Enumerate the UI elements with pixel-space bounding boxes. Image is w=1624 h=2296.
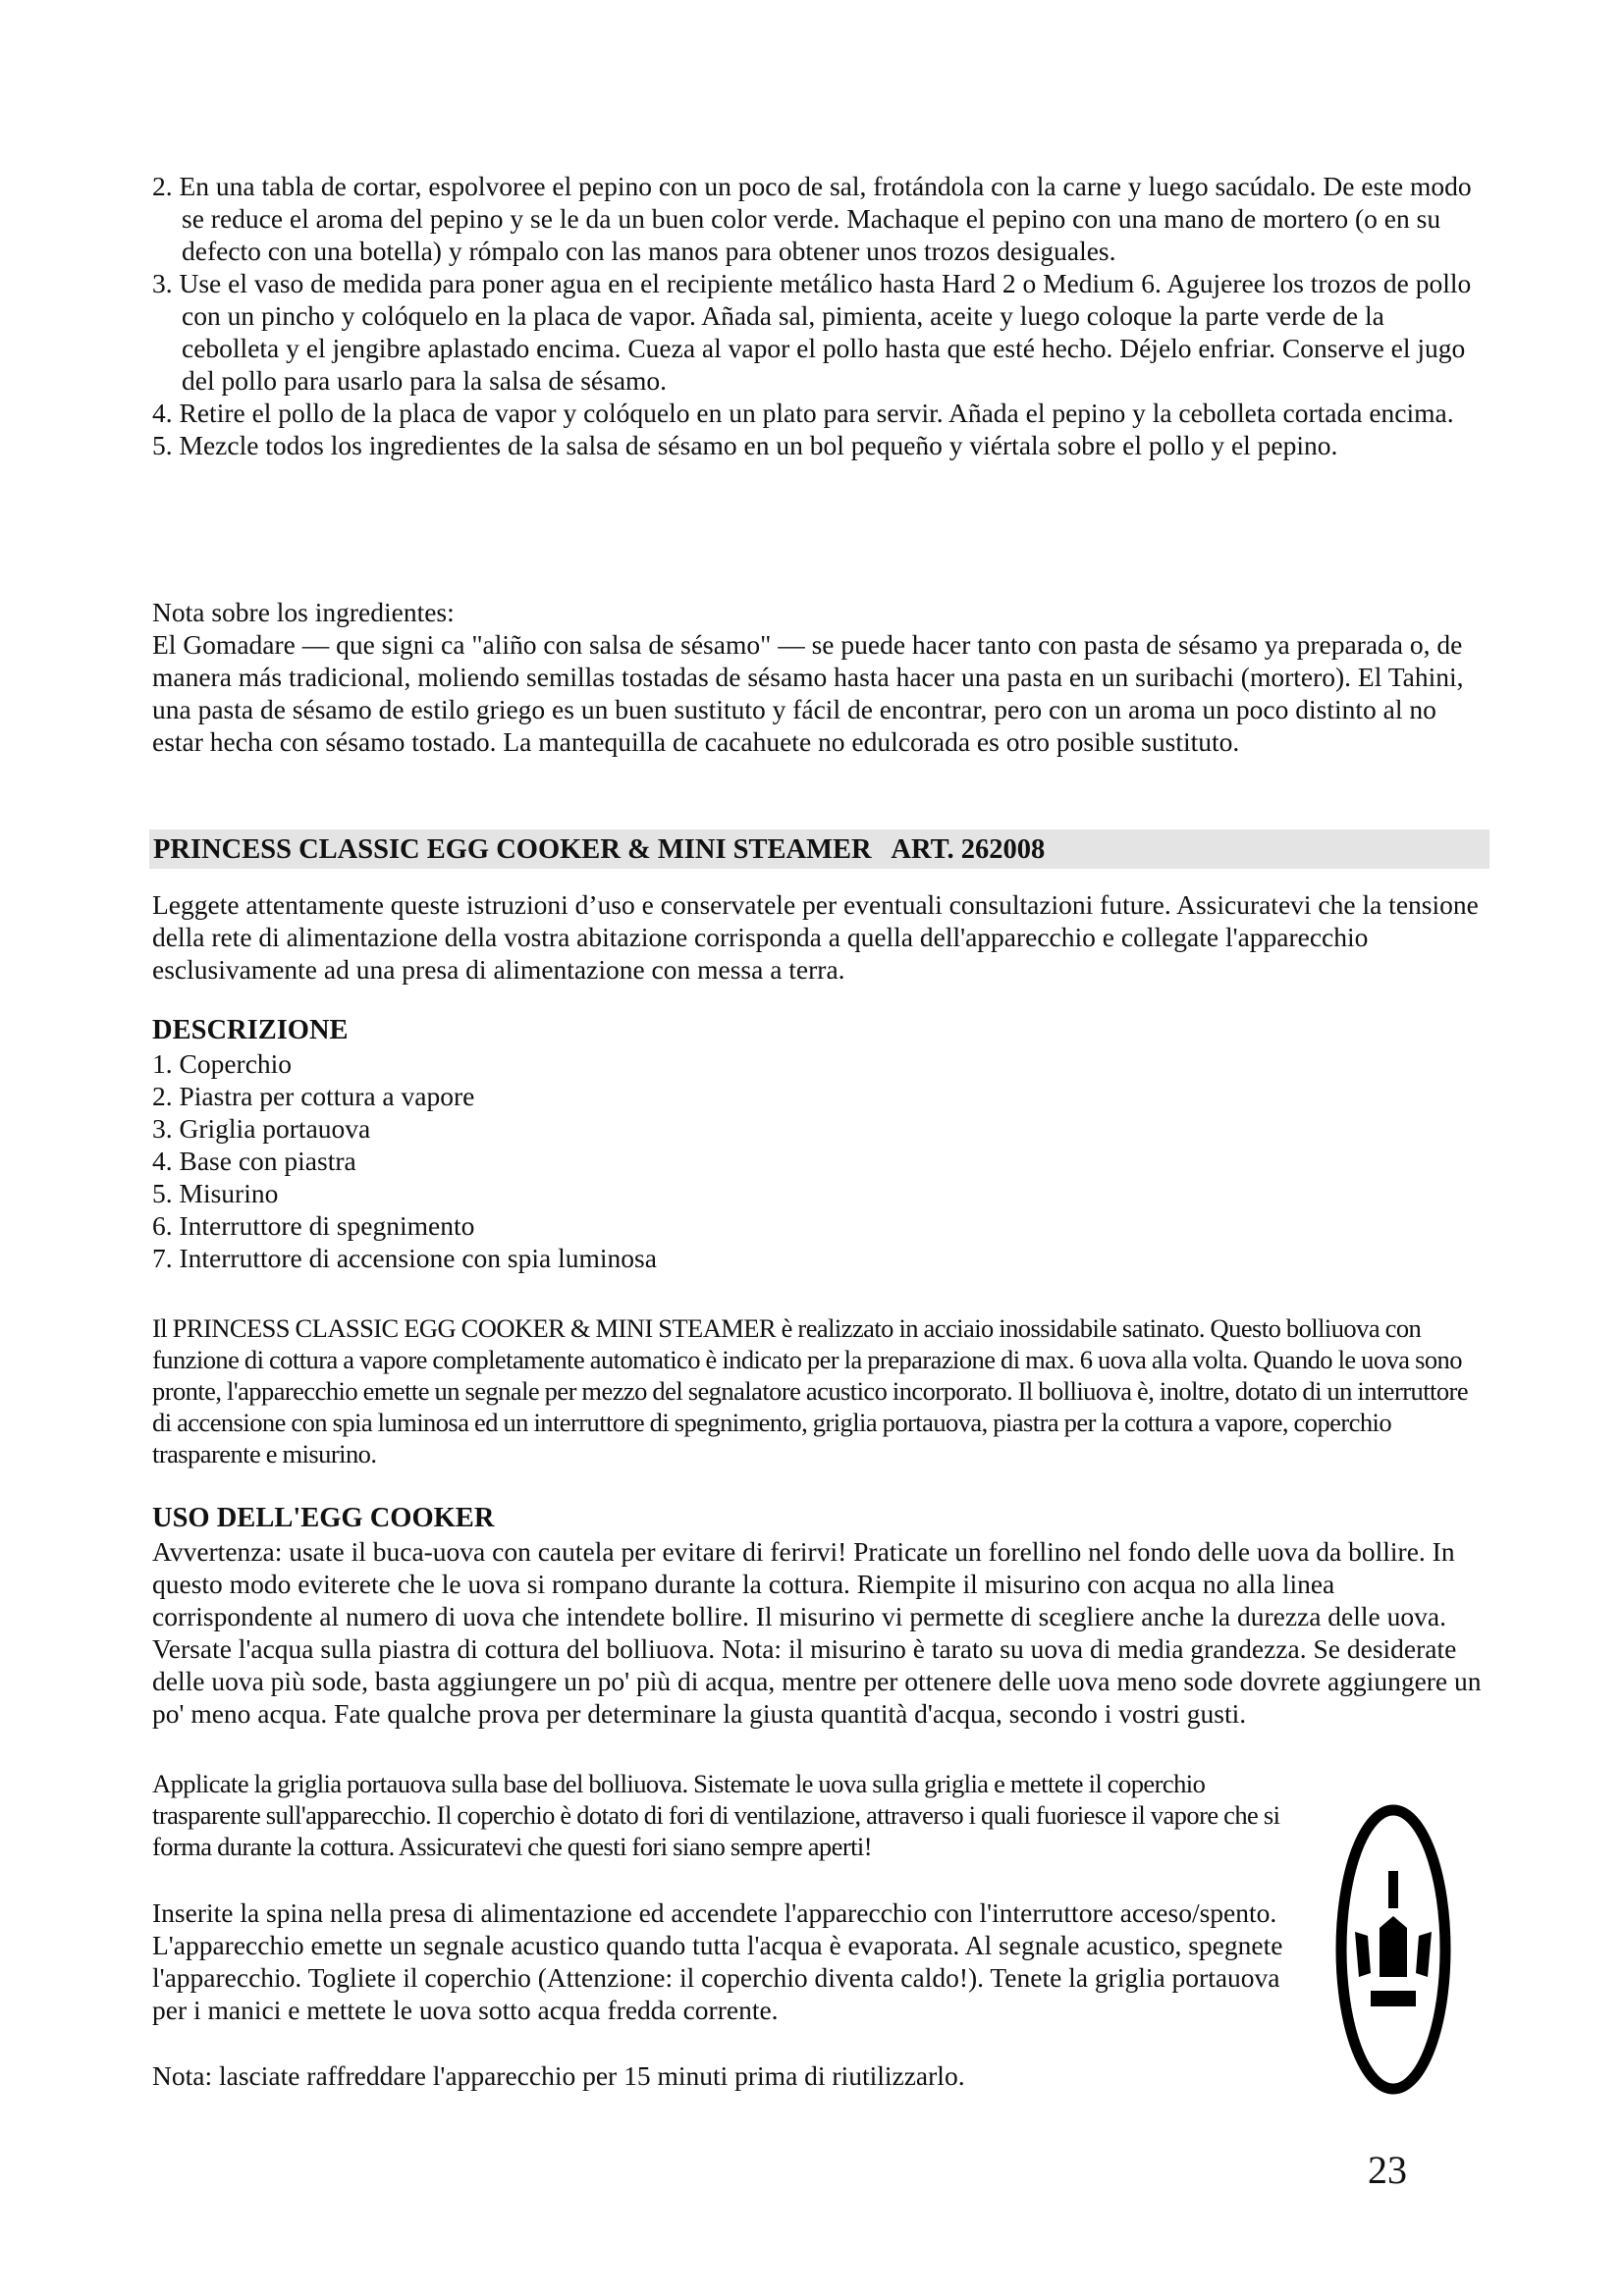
uso-section (152, 1502, 1488, 1730)
list-item: 1. Coperchio (152, 1048, 293, 1079)
list-item: 3. Griglia portauova (152, 1113, 371, 1144)
uso-paragraph-grid: Applicate la griglia portauova sulla base del bolliuova. Sistemate le uova sulla griglia e mettete il coperchio trasparente sull'apparecchio. Il coperchio è dotato di fori di ventilazione, attraverso i quali fuoriesce il vapore che si forma durante la cottura. Assicuratevi che questi fori siano sempre aperti! (152, 1769, 1280, 1861)
list-item: 4. Base con piastra (152, 1146, 356, 1176)
princess-crown-logo-icon (1335, 1804, 1451, 2095)
ingredient-note (152, 596, 1488, 758)
descrizione-section (152, 1014, 1488, 1274)
note-heading: Nota sobre los ingredientes: (152, 597, 455, 627)
uso-heading: USO DELL'EGG COOKER (152, 1503, 495, 1533)
uso-paragraph-power: Inserite la spina nella presa di alimentazione ed accendete l'apparecchio con l'interruttore acceso/spento. L'apparecchio emette un segnale acustico quando tutta l'acqua è evaporata. Al segnale acustico, spegnete l'apparecchio. Togliete il coperchio (Attenzione: il coperchio diventa caldo!). Tenete la griglia portauova per i manici e mettete le uova sotto acqua fredda corrente. (152, 1897, 1283, 2025)
list-item: 2. Piastra per cottura a vapore (152, 1081, 475, 1111)
page-number: 23 (1368, 2148, 1407, 2192)
recipe-steps (152, 170, 1488, 461)
section-title: PRINCESS CLASSIC EGG COOKER & MINI STEAMER ART. 262008 (153, 834, 1046, 865)
parts-list (152, 1047, 1488, 1274)
list-item: 5. Misurino (152, 1178, 279, 1208)
descrizione-heading: DESCRIZIONE (152, 1015, 349, 1045)
uso-paragraph: Avvertenza: usate il buca-uova con cautela per evitare di ferirvi! Praticate un forellino nel fondo delle uova da bollire. In questo modo eviterete che le uova si rompano durante la cottura. Riempite il misurino con acqua no alla linea corrispondente al numero di uova che intendete bollire. Il misurino vi permette di scegliere anche la durezza delle uova. Versate l'acqua sulla piastra di cottura del bolliuova. Nota: il misurino è tarato su uova di media grandezza. Se desiderate delle uova più sode, basta aggiungere un po' più di acqua, mentre per ottenere delle uova meno sode dovrete aggiungere un po' meno acqua. Fate qualche prova per determinare la giusta quantità d'acqua, secondo i vostri gusti. (152, 1536, 1482, 1729)
recipe-step: 3. Use el vaso de medida para poner agua en el recipiente metálico hasta Hard 2 o Medium 6. Agujeree los trozos de pollo con un pincho y colóquelo en la placa de vapor. Añada sal, pimienta, aceite y luego coloque la parte verde de la cebolleta y el jengibre aplastado encima. Cueza al vapor el pollo hasta que esté hecho. Déjelo enfriar. Conserve el jugo del pollo para usarlo para la salsa de sésamo. (152, 268, 1472, 396)
uso-note: Nota: lasciate raffreddare l'apparecchio per 15 minuti prima di riutilizzarlo. (152, 2060, 965, 2091)
note-body: El Gomadare — que signi ca "aliño con salsa de sésamo" — se puede hacer tanto con pasta de sésamo ya preparada o, de manera más tradicional, moliendo semillas tostadas de sésamo hasta hacer una pasta en un suribachi (mortero). El Tahini, una pasta de sésamo de estilo griego es un buen sustituto y fácil de encontrar, pero con un aroma un poco distinto al no estar hecha con sésamo tostado. La mantequilla de cacahuete no edulcorada es otro posible sustituto. (152, 629, 1464, 757)
recipe-step: 4. Retire el pollo de la placa de vapor y colóquelo en un plato para servir. Añada el pepino y la cebolleta cortada encima. (152, 398, 1454, 428)
descrizione-paragraph: Il PRINCESS CLASSIC EGG COOKER & MINI STEAMER è realizzato in acciaio inossidabile satinato. Questo bolliuova con funzione di cottura a vapore completamente automatico è indicato per la preparazione di max. 6 uova alla volta. Quando le uova sono pronte, l'apparecchio emette un segnale per mezzo del segnalatore acustico incorporato. Il bolliuova è, inoltre, dotato di un interruttore di accensione con spia luminosa ed un interruttore di spegnimento, griglia portauova, piastra per la cottura a vapore, coperchio trasparente e misurino. (152, 1313, 1469, 1468)
recipe-step: 2. En una tabla de cortar, espolvoree el pepino con un poco de sal, frotándola con la carne y luego sacúdalo. De este modo se reduce el aroma del pepino y se le da un buen color verde. Machaque el pepino con una mano de mortero (o en su defecto con una botella) y rómpalo con las manos para obtener unos trozos desiguales. (152, 171, 1472, 266)
section-intro: Leggete attentamente queste istruzioni d’uso e conservatele per eventuali consultazioni future. Assicuratevi che la tensione della rete di alimentazione della vostra abitazione corrisponda a quella dell'apparecchio e collegate l'apparecchio esclusivamente ad una presa di alimentazione con messa a terra. (152, 889, 1479, 985)
recipe-step: 5. Mezcle todos los ingredientes de la salsa de sésamo en un bol pequeño y viértala sobre el pollo y el pepino. (152, 430, 1338, 460)
list-item: 7. Interruttore di accensione con spia luminosa (152, 1243, 657, 1273)
list-item: 6. Interruttore di spegnimento (152, 1210, 475, 1241)
